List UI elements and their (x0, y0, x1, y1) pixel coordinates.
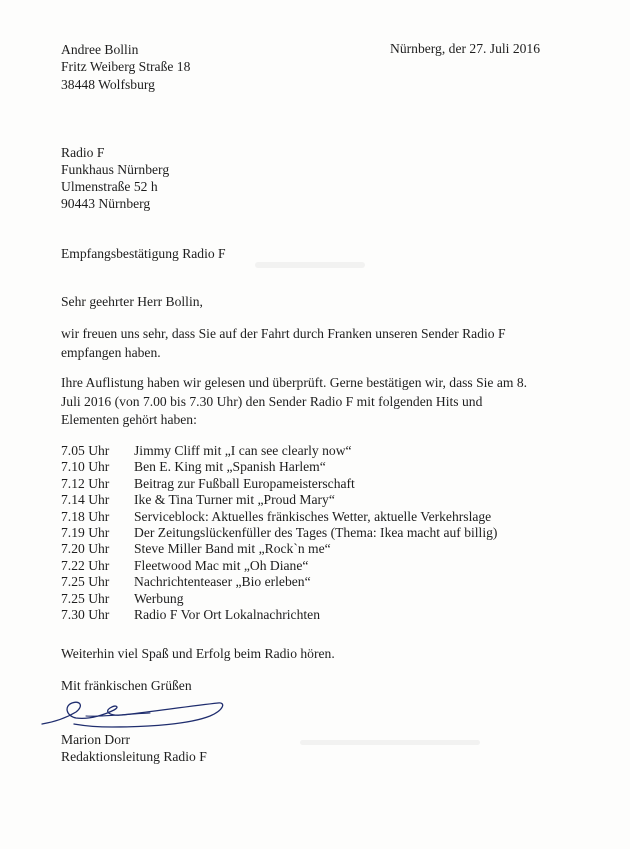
schedule-row (61, 459, 581, 475)
schedule-time: 7.25 Uhr (61, 574, 110, 590)
scan-smudge (300, 740, 480, 745)
sender-name: Andree Bollin (61, 42, 139, 57)
schedule-time: 7.14 Uhr (61, 492, 110, 508)
subject-line: Empfangsbestätigung Radio F (61, 246, 226, 261)
schedule-item: Ike & Tina Turner mit „Proud Mary“ (134, 492, 335, 508)
place-date: Nürnberg, der 27. Juli 2016 (390, 41, 541, 56)
recipient-line-4: 90443 Nürnberg (61, 196, 151, 211)
sender-city: 38448 Wolfsburg (61, 77, 155, 92)
schedule-time: 7.12 Uhr (61, 475, 110, 491)
schedule-item: Serviceblock: Aktuelles fränkisches Wetter, aktuelle Verkehrslage (134, 508, 492, 524)
paragraph-confirmation: Ihre Auflistung haben wir gelesen und überprüft. Gerne bestätigen wir, dass Sie am 8. Juli 2016 (von 7.00 bis 7.30 Uhr) den Sender Radio F mit folgenden Hits und Elementen gehört haben: (61, 375, 528, 427)
schedule-item: Ben E. King mit „Spanish Harlem“ (134, 459, 326, 475)
schedule-time: 7.25 Uhr (61, 590, 110, 606)
schedule-item: Nachrichtenteaser „Bio erleben“ (134, 574, 311, 590)
schedule-row (61, 525, 581, 541)
schedule-item: Radio F Vor Ort Lokalnachrichten (134, 606, 320, 622)
handwritten-signature (40, 694, 230, 734)
schedule-list (61, 443, 581, 623)
recipient-line-2: Funkhaus Nürnberg (61, 162, 170, 177)
schedule-time: 7.05 Uhr (61, 443, 110, 458)
recipient-line-3: Ulmenstraße 52 h (61, 179, 158, 194)
recipient-line-1: Radio F (61, 145, 105, 160)
schedule-time: 7.19 Uhr (61, 524, 110, 540)
schedule-row (61, 443, 581, 459)
schedule-row (61, 607, 581, 623)
schedule-time: 7.20 Uhr (61, 541, 110, 557)
schedule-time: 7.18 Uhr (61, 508, 110, 524)
schedule-item: Der Zeitungslückenfüller des Tages (Thema: Ikea macht auf billig) (134, 524, 498, 540)
schedule-item: Steve Miller Band mit „Rock`n me“ (134, 541, 331, 557)
salutation: Sehr geehrter Herr Bollin, (61, 294, 203, 309)
signer-name: Marion Dorr (61, 732, 131, 747)
schedule-row (61, 492, 581, 508)
schedule-row (61, 591, 581, 607)
schedule-row (61, 476, 581, 492)
schedule-item: Beitrag zur Fußball Europameisterschaft (134, 475, 355, 491)
closing-wish: Weiterhin viel Spaß und Erfolg beim Radio hören. (61, 646, 335, 661)
scan-smudge (255, 262, 365, 268)
schedule-time: 7.10 Uhr (61, 459, 110, 475)
paragraph-intro: wir freuen uns sehr, dass Sie auf der Fahrt durch Franken unseren Sender Radio F empfangen haben. (61, 326, 506, 360)
schedule-item: Werbung (134, 590, 184, 606)
schedule-item: Fleetwood Mac mit „Oh Diane“ (134, 557, 309, 573)
sender-street: Fritz Weiberg Straße 18 (61, 59, 191, 74)
schedule-row (61, 541, 581, 557)
schedule-time: 7.22 Uhr (61, 557, 110, 573)
closing-greeting: Mit fränkischen Grüßen (61, 678, 192, 693)
schedule-time: 7.30 Uhr (61, 606, 110, 622)
schedule-item: Jimmy Cliff mit „I can see clearly now“ (134, 443, 352, 458)
schedule-row (61, 509, 581, 525)
schedule-row (61, 574, 581, 590)
schedule-row (61, 558, 581, 574)
signer-role: Redaktionsleitung Radio F (61, 749, 207, 764)
